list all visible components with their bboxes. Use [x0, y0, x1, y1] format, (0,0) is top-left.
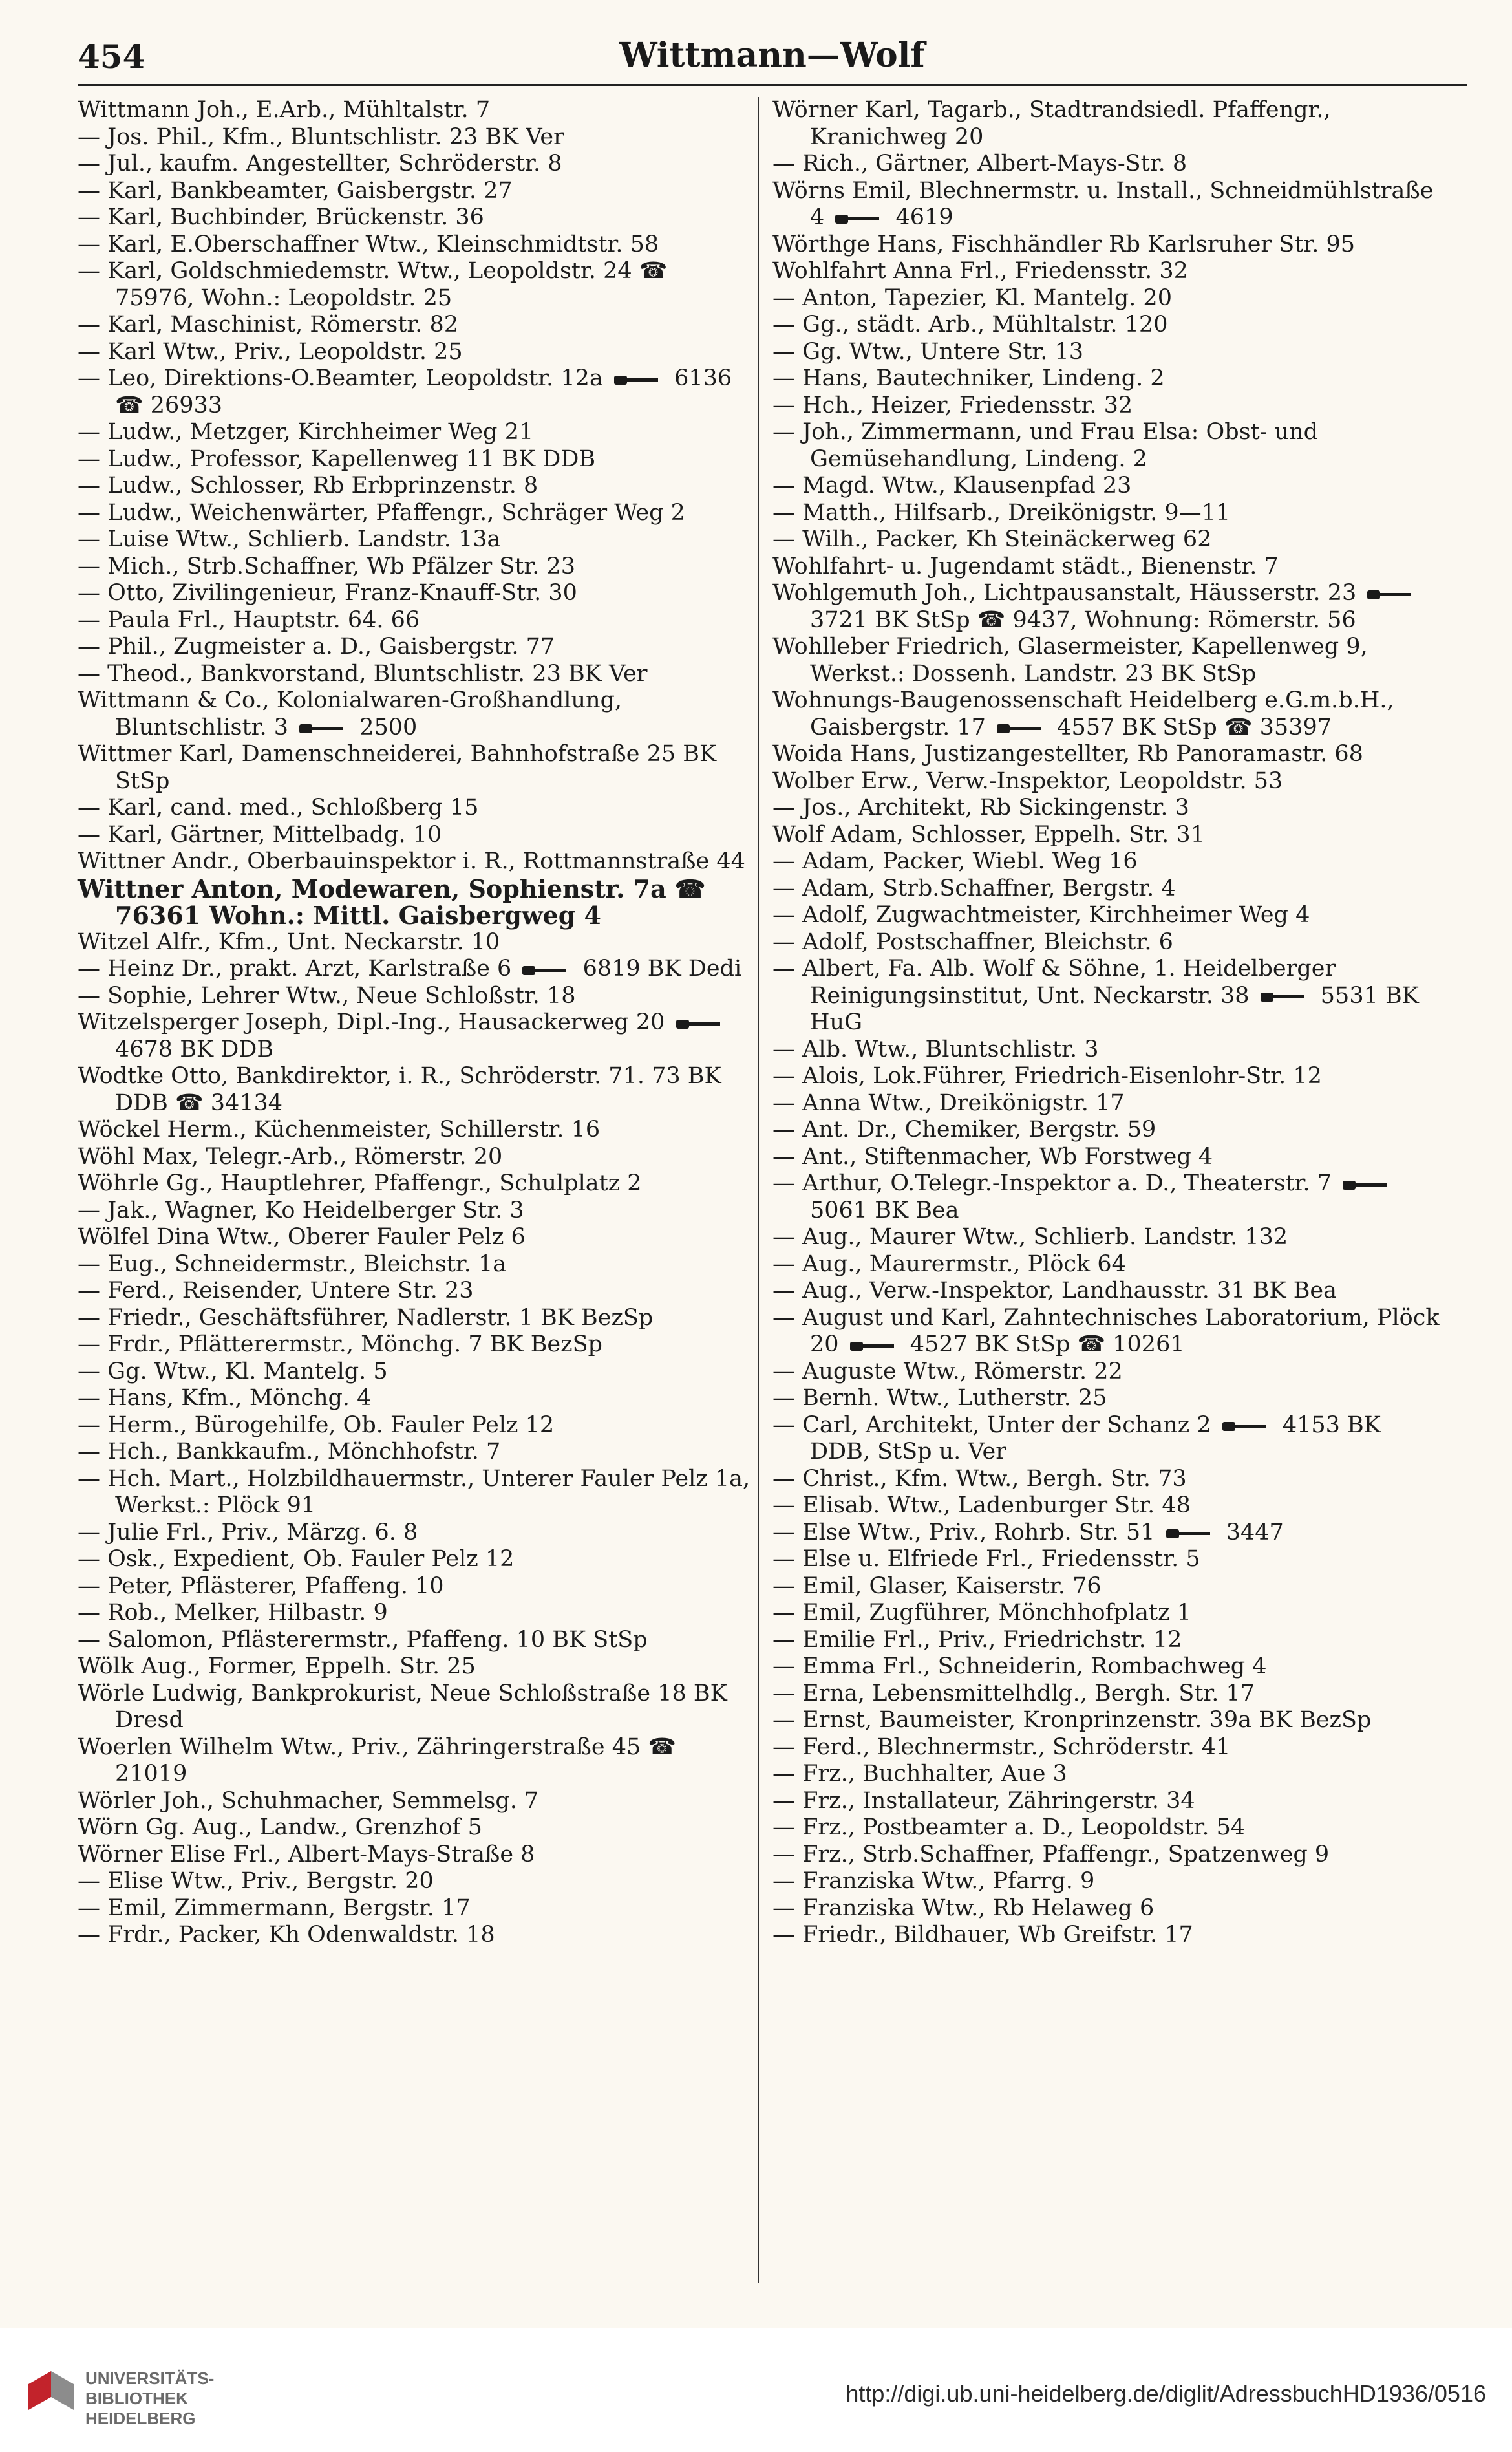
directory-entry: — Hans, Kfm., Mönchg. 4: [78, 1385, 372, 1411]
directory-entry: Wohlleber Friedrich, Glasermeister, Kapellenweg 9, Werkst.: Dossenh. Landstr. 23 BK StSp: [772, 634, 1368, 687]
directory-entry: Wohlgemuth Joh., Lichtpausanstalt, Häusserstr. 23 3721 BK StSp ☎ 9437, Wohnung: Römerstr. 56: [772, 580, 1448, 634]
directory-entry: — Otto, Zivilingenieur, Franz-Knauff-Str. 30: [78, 580, 577, 606]
directory-entry: Wittmann & Co., Kolonialwaren-Großhandlung, Bluntschlistr. 3 2500: [78, 687, 623, 740]
directory-entry: Wohlfahrt Anna Frl., Friedensstr. 32: [772, 258, 1188, 284]
telephone-icon: [1222, 1420, 1272, 1432]
directory-entry: — Hch. Mart., Holzbildhauermstr., Unterer Fauler Pelz 1a, Werkst.: Plöck 91: [78, 1465, 751, 1518]
directory-entry: Witzelsperger Joseph, Dipl.-Ing., Hausackerweg 20 4678 BK DDB: [78, 1009, 753, 1063]
directory-entry: — Gg., städt. Arb., Mühltalstr. 120: [772, 312, 1168, 338]
directory-entry: — Emma Frl., Schneiderin, Rombachweg 4: [772, 1653, 1267, 1679]
directory-entry: — Alois, Lok.Führer, Friedrich-Eisenlohr-Str. 12: [772, 1063, 1322, 1089]
directory-entry: Woerlen Wilhelm Wtw., Priv., Zähringerstraße 45 ☎ 21019: [78, 1734, 677, 1787]
directory-entry: Wolber Erw., Verw.-Inspektor, Leopoldstr. 53: [772, 768, 1283, 794]
directory-entry: — Jul., kaufm. Angestellter, Schröderstr. 8: [78, 151, 562, 177]
directory-entry: — Franziska Wtw., Rb Helaweg 6: [772, 1895, 1155, 1921]
permalink-url[interactable]: http://digi.ub.uni-heidelberg.de/diglit/AdressbuchHD1936/0516: [846, 2380, 1486, 2407]
directory-entry: Witzel Alfr., Kfm., Unt. Neckarstr. 10: [78, 929, 500, 955]
directory-entry: — Karl, Bankbeamter, Gaisbergstr. 27: [78, 177, 513, 204]
directory-entry: — Peter, Pflästerer, Pfaffeng. 10: [78, 1573, 444, 1599]
directory-entry: — Ludw., Metzger, Kirchheimer Weg 21: [78, 419, 534, 445]
telephone-icon: [1367, 588, 1416, 600]
directory-entry: — Frz., Buchhalter, Aue 3: [772, 1761, 1067, 1787]
telephone-icon: [1261, 991, 1310, 1002]
directory-entry: — Salomon, Pflästerermstr., Pfaffeng. 10 BK StSp: [78, 1626, 648, 1653]
directory-entry: — Christ., Kfm. Wtw., Bergh. Str. 73: [772, 1465, 1187, 1492]
directory-entry: Wölk Aug., Former, Eppelh. Str. 25: [78, 1653, 476, 1679]
directory-entry: — Wilh., Packer, Kh Steinäckerweg 62: [772, 526, 1212, 552]
directory-entry: — Anton, Tapezier, Kl. Mantelg. 20: [772, 285, 1172, 311]
directory-entry: — Frz., Postbeamter a. D., Leopoldstr. 54: [772, 1814, 1246, 1840]
directory-entry: — Albert, Fa. Alb. Wolf & Söhne, 1. Heidelberger Reinigungsinstitut, Unt. Neckarstr. 38 5531 BK HuG: [772, 956, 1419, 1035]
directory-entry: — Emilie Frl., Priv., Friedrichstr. 12: [772, 1626, 1182, 1653]
directory-entry: — Friedr., Geschäftsführer, Nadlerstr. 1 BK BezSp: [78, 1304, 654, 1331]
directory-entry: — Julie Frl., Priv., Märzg. 6. 8: [78, 1519, 418, 1545]
viewer-footer: [0, 2328, 1512, 2452]
directory-entry: Wittner Andr., Oberbauinspektor i. R., Rottmannstraße 44: [78, 848, 745, 874]
directory-entry: — Joh., Zimmermann, und Frau Elsa: Obst- und Gemüsehandlung, Lindeng. 2: [772, 419, 1319, 472]
directory-entry: — Rich., Gärtner, Albert-Mays-Str. 8: [772, 151, 1187, 177]
directory-entry: — Adam, Packer, Wiebl. Weg 16: [772, 848, 1138, 874]
directory-entry: — Ernst, Baumeister, Kronprinzenstr. 39a BK BezSp: [772, 1707, 1372, 1733]
directory-entry: — Ant. Dr., Chemiker, Bergstr. 59: [772, 1117, 1156, 1143]
directory-entry: Wohlfahrt- u. Jugendamt städt., Bienenstr. 7: [772, 553, 1279, 579]
telephone-icon: [835, 213, 884, 224]
directory-entry: — Emil, Zugführer, Mönchhofplatz 1: [772, 1600, 1191, 1626]
directory-entry: — Eug., Schneidermstr., Bleichstr. 1a: [78, 1251, 507, 1277]
directory-entry: Wittmer Karl, Damenschneiderei, Bahnhofstraße 25 BK StSp: [78, 741, 717, 794]
directory-entry: — Auguste Wtw., Römerstr. 22: [772, 1358, 1123, 1384]
column-divider: [758, 97, 759, 2283]
directory-entry: — Carl, Architekt, Unter der Schanz 2 4153 BK DDB, StSp u. Ver: [772, 1412, 1381, 1465]
directory-entry: Wodtke Otto, Bankdirektor, i. R., Schröderstr. 71. 73 BK DDB ☎ 34134: [78, 1063, 721, 1116]
directory-entry: — Ferd., Reisender, Untere Str. 23: [78, 1278, 474, 1304]
directory-entry: Wörner Elise Frl., Albert-Mays-Straße 8: [78, 1841, 535, 1867]
directory-entry: — Heinz Dr., prakt. Arzt, Karlstraße 6 6819 BK Dedi: [78, 956, 742, 982]
telephone-icon: [299, 722, 348, 734]
directory-entry: Wöhrle Gg., Hauptlehrer, Pfaffengr., Schulplatz 2: [78, 1170, 642, 1196]
university-library-logo-text: UNIVERSITÄTS- BIBLIOTHEK HEIDELBERG: [85, 2369, 215, 2428]
directory-entry: — Emil, Zimmermann, Bergstr. 17: [78, 1895, 471, 1921]
directory-entry: — Mich., Strb.Schaffner, Wb Pfälzer Str. 23: [78, 553, 576, 579]
telephone-icon: [1166, 1527, 1215, 1539]
directory-entry: — Karl, cand. med., Schloßberg 15: [78, 795, 479, 821]
directory-entry: — Jos. Phil., Kfm., Bluntschlistr. 23 BK Ver: [78, 124, 564, 150]
telephone-icon: [614, 374, 663, 385]
directory-entry: — Emil, Glaser, Kaiserstr. 76: [772, 1573, 1102, 1599]
directory-entry: Wörn Gg. Aug., Landw., Grenzhof 5: [78, 1814, 482, 1840]
directory-entry: — Phil., Zugmeister a. D., Gaisbergstr. 77: [78, 634, 555, 660]
directory-entry: Wöhl Max, Telegr.-Arb., Römerstr. 20: [78, 1143, 503, 1170]
directory-entry: — Aug., Maurer Wtw., Schlierb. Landstr. 132: [772, 1224, 1288, 1250]
directory-entry: Wörler Joh., Schuhmacher, Semmelsg. 7: [78, 1787, 539, 1814]
directory-entry: — Hans, Bautechniker, Lindeng. 2: [772, 365, 1165, 391]
directory-entry: — Arthur, O.Telegr.-Inspektor a. D., Theaterstr. 7 5061 BK Bea: [772, 1170, 1448, 1224]
directory-entry: — Aug., Verw.-Inspektor, Landhausstr. 31 BK Bea: [772, 1278, 1337, 1304]
directory-entry: — Jak., Wagner, Ko Heidelberger Str. 3: [78, 1197, 524, 1223]
directory-entry: — Ant., Stiftenmacher, Wb Forstweg 4: [772, 1143, 1213, 1170]
directory-entry: — Frz., Strb.Schaffner, Pfaffengr., Spatzenweg 9: [772, 1841, 1330, 1867]
telephone-icon: [997, 722, 1046, 734]
directory-entry: Wittner Anton, Modewaren, Sophienstr. 7a ☎ 76361 Wohn.: Mittl. Gaisbergweg 4: [78, 874, 706, 930]
directory-entry: — Ferd., Blechnermstr., Schröderstr. 41: [772, 1734, 1231, 1760]
directory-entry: — Luise Wtw., Schlierb. Landstr. 13a: [78, 526, 501, 552]
directory-entry: — Hch., Heizer, Friedensstr. 32: [772, 392, 1133, 418]
directory-entry: — Frdr., Pflätterermstr., Mönchg. 7 BK BezSp: [78, 1331, 602, 1357]
telephone-icon: [1343, 1179, 1392, 1190]
directory-entry: — Karl, E.Oberschaffner Wtw., Kleinschmidtstr. 58: [78, 231, 659, 257]
directory-entry: Wolf Adam, Schlosser, Eppelh. Str. 31: [772, 821, 1205, 848]
directory-entry: — Leo, Direktions-O.Beamter, Leopoldstr. 12a 6136 ☎ 26933: [78, 365, 732, 418]
directory-entry: — Theod., Bankvorstand, Bluntschlistr. 23 BK Ver: [78, 660, 648, 687]
directory-entry: — Gg. Wtw., Untere Str. 13: [772, 338, 1084, 365]
directory-entry: — Gg. Wtw., Kl. Mantelg. 5: [78, 1358, 388, 1384]
directory-entry: — Bernh. Wtw., Lutherstr. 25: [772, 1385, 1107, 1411]
directory-entry: — Jos., Architekt, Rb Sickingenstr. 3: [772, 795, 1189, 821]
directory-entry: — Elisab. Wtw., Ladenburger Str. 48: [772, 1492, 1191, 1518]
directory-entry: Wittmann Joh., E.Arb., Mühltalstr. 7: [78, 97, 491, 123]
directory-entry: Wölfel Dina Wtw., Oberer Fauler Pelz 6: [78, 1224, 526, 1250]
directory-entry: — Else Wtw., Priv., Rohrb. Str. 51 3447: [772, 1519, 1284, 1545]
directory-entry: Wörner Karl, Tagarb., Stadtrandsiedl. Pfaffengr., Kranichweg 20: [772, 97, 1331, 150]
left-column: [78, 97, 753, 1949]
directory-entry: — Frdr., Packer, Kh Odenwaldstr. 18: [78, 1922, 495, 1948]
directory-entry: Wörns Emil, Blechnermstr. u. Install., Schneidmühlstraße 4 4619: [772, 177, 1434, 230]
directory-entry: — Karl, Goldschmiedemstr. Wtw., Leopoldstr. 24 ☎ 75976, Wohn.: Leopoldstr. 25: [78, 258, 668, 311]
directory-entry: — Aug., Maurermstr., Plöck 64: [772, 1251, 1126, 1277]
running-title: Wittmann—Wolf: [619, 36, 925, 75]
directory-entry: — Karl, Gärtner, Mittelbadg. 10: [78, 821, 442, 848]
directory-entry: — Ludw., Weichenwärter, Pfaffengr., Schräger Weg 2: [78, 499, 685, 526]
university-library-logo-icon: [28, 2371, 74, 2410]
directory-entry: Wöckel Herm., Küchenmeister, Schillerstr. 16: [78, 1117, 601, 1143]
directory-entry: — Osk., Expedient, Ob. Fauler Pelz 12: [78, 1546, 515, 1572]
directory-entry: — Adolf, Zugwachtmeister, Kirchheimer Weg 4: [772, 902, 1310, 928]
page-header: [78, 26, 1467, 86]
directory-entry: — Adam, Strb.Schaffner, Bergstr. 4: [772, 875, 1176, 901]
directory-entry: — Adolf, Postschaffner, Bleichstr. 6: [772, 929, 1173, 955]
telephone-icon: [850, 1340, 899, 1351]
directory-entry: — Else u. Elfriede Frl., Friedensstr. 5: [772, 1546, 1200, 1572]
directory-entry: — Magd. Wtw., Klausenpfad 23: [772, 473, 1132, 499]
directory-entry: — Karl, Maschinist, Römerstr. 82: [78, 312, 459, 338]
directory-entry: Wörle Ludwig, Bankprokurist, Neue Schloßstraße 18 BK Dresd: [78, 1680, 727, 1733]
directory-entry: Wohnungs-Baugenossenschaft Heidelberg e.G.m.b.H., Gaisbergstr. 17 4557 BK StSp ☎ 35397: [772, 687, 1394, 740]
directory-entry: — Friedr., Bildhauer, Wb Greifstr. 17: [772, 1922, 1193, 1948]
directory-entry: — Alb. Wtw., Bluntschlistr. 3: [772, 1036, 1099, 1062]
directory-entry: — Karl Wtw., Priv., Leopoldstr. 25: [78, 338, 463, 365]
directory-entry: — Ludw., Professor, Kapellenweg 11 BK DDB: [78, 446, 596, 472]
telephone-icon: [522, 964, 571, 976]
directory-entry: — Ludw., Schlosser, Rb Erbprinzenstr. 8: [78, 473, 538, 499]
page-number: 454: [78, 38, 145, 76]
right-column: [772, 97, 1448, 1949]
directory-entry: — Elise Wtw., Priv., Bergstr. 20: [78, 1868, 434, 1894]
directory-entry: — Matth., Hilfsarb., Dreikönigstr. 9—11: [772, 499, 1231, 526]
directory-entry: — August und Karl, Zahntechnisches Laboratorium, Plöck 20 4527 BK StSp ☎ 10261: [772, 1304, 1440, 1357]
directory-entry: — Franziska Wtw., Pfarrg. 9: [772, 1868, 1095, 1894]
directory-entry: — Herm., Bürogehilfe, Ob. Fauler Pelz 12: [78, 1412, 555, 1438]
directory-entry: Woida Hans, Justizangestellter, Rb Panoramastr. 68: [772, 741, 1363, 767]
telephone-icon: [676, 1018, 725, 1029]
directory-entry: — Frz., Installateur, Zähringerstr. 34: [772, 1787, 1195, 1814]
directory-entry: — Hch., Bankkaufm., Mönchhofstr. 7: [78, 1439, 501, 1465]
directory-entry: Wörthge Hans, Fischhändler Rb Karlsruher Str. 95: [772, 231, 1355, 257]
directory-entry: — Rob., Melker, Hilbastr. 9: [78, 1600, 388, 1626]
directory-entry: — Anna Wtw., Dreikönigstr. 17: [772, 1090, 1125, 1116]
directory-entry: — Karl, Buchbinder, Brückenstr. 36: [78, 204, 484, 230]
directory-entry: — Sophie, Lehrer Wtw., Neue Schloßstr. 18: [78, 982, 576, 1009]
directory-entry: — Erna, Lebensmittelhdlg., Bergh. Str. 17: [772, 1680, 1255, 1706]
directory-entry: — Paula Frl., Hauptstr. 64. 66: [78, 607, 420, 633]
